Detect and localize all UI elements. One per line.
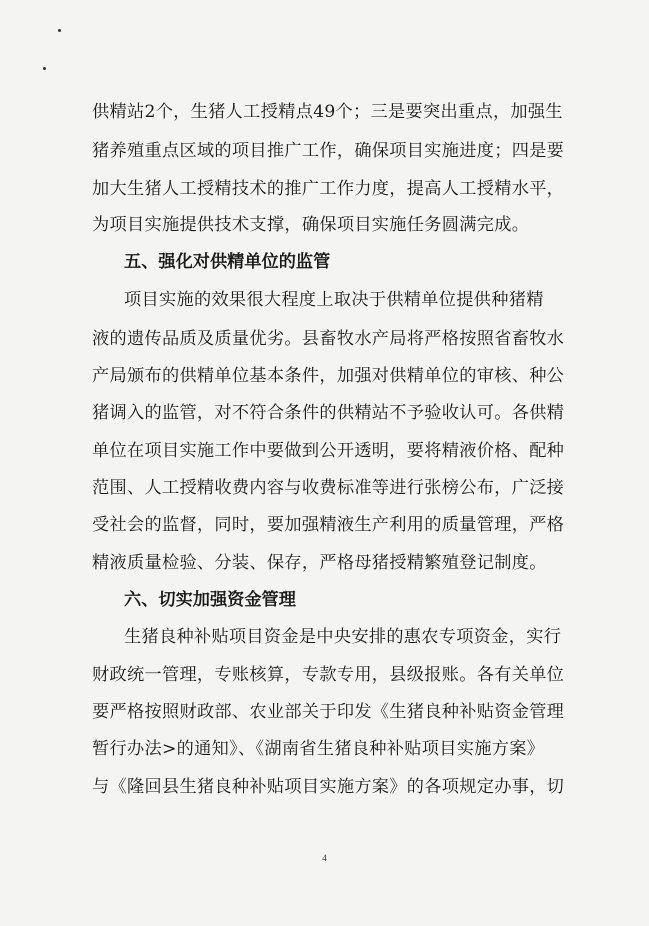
section-5-line: 产局颁布的供精单位基本条件，加强对供精单位的审核、种公 [92, 366, 565, 386]
section-6-line: 财政统一管理，专账核算，专款专用，县级报账。各有关单位 [92, 665, 565, 685]
section-6-line: 与《隆回县生猪良种补贴项目实施方案》的各项规定办事，切 [92, 777, 565, 797]
section-5-heading: 五、强化对供精单位的监管 [124, 252, 331, 272]
paragraph-1-line: 供精站2个，生猪人工授精点49个；三是要突出重点，加强生 [92, 102, 563, 122]
section-6-line: 暂行办法>的通知》、《湖南省生猪良种补贴项目实施方案》 [92, 739, 545, 759]
scan-speck [58, 29, 61, 32]
section-5-line: 猪调入的监管，对不符合条件的供精站不予验收认可。各供精 [92, 403, 565, 423]
section-6-line: 要严格按照财政部、农业部关于印发《生猪良种补贴资金管理 [92, 702, 565, 722]
section-5-line: 精液质量检验、分装、保存，严格母猪授精繁殖登记制度。 [92, 553, 547, 573]
section-6-heading: 六、切实加强资金管理 [124, 590, 296, 610]
paragraph-1-line: 加大生猪人工授精技术的推广工作力度，提高人工授精水平， [92, 179, 565, 199]
paragraph-1-line: 猪养殖重点区域的项目推广工作，确保项目实施进度；四是要 [92, 141, 565, 161]
scan-speck [43, 67, 46, 70]
section-5-line: 受社会的监督，同时，要加强精液生产利用的质量管理，严格 [92, 515, 565, 535]
paragraph-1-line: 为项目实施提供技术支撑，确保项目实施任务圆满完成。 [92, 215, 530, 235]
section-5-line: 范围、人工授精收费内容与收费标准等进行张榜公布，广泛接 [92, 478, 565, 498]
section-5-line: 项目实施的效果很大程度上取决于供精单位提供种猪精 [124, 290, 544, 310]
section-6-line: 生猪良种补贴项目资金是中央安排的惠农专项资金，实行 [124, 627, 562, 647]
section-5-line: 液的遗传品质及质量优劣。县畜牧水产局将严格按照省畜牧水 [92, 329, 565, 349]
section-5-line: 单位在项目实施工作中要做到公开透明，要将精液价格、配种 [92, 441, 565, 461]
page-number: 4 [322, 853, 327, 863]
